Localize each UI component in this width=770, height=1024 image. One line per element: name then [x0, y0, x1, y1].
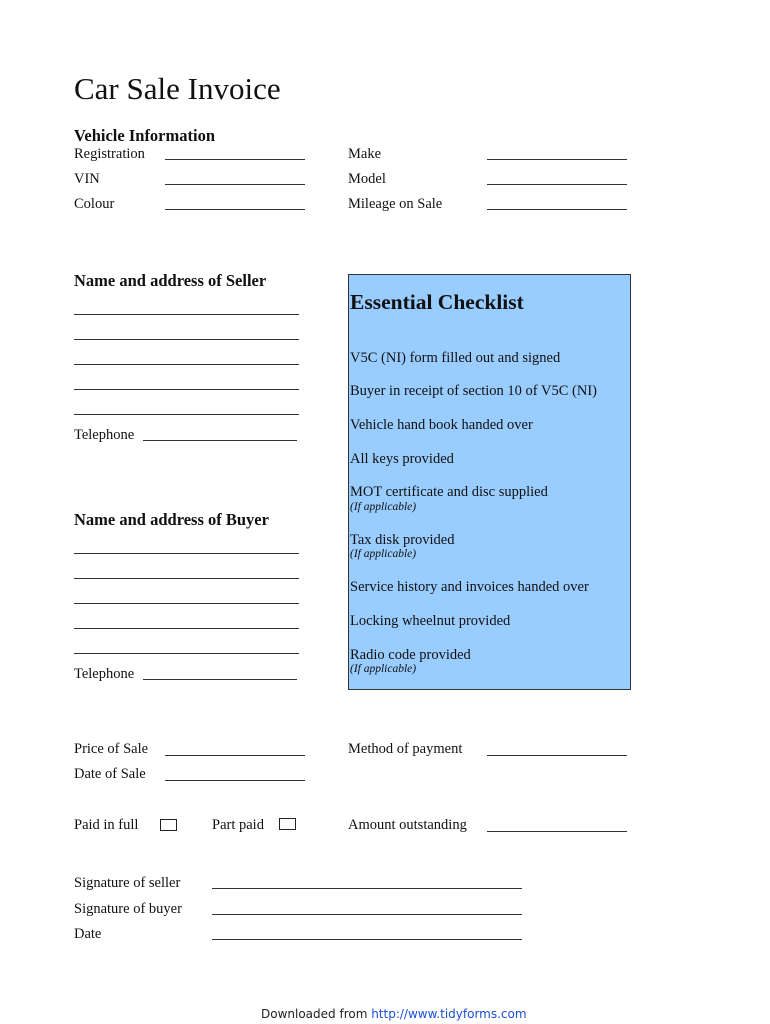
buyer-address-line-3[interactable] — [74, 603, 299, 604]
checklist-item: Vehicle hand book handed over — [350, 417, 533, 433]
date-of-sale-field[interactable] — [165, 780, 305, 781]
checklist-title: Essential Checklist — [350, 290, 524, 314]
checklist-item: Service history and invoices handed over — [350, 579, 589, 595]
model-field[interactable] — [487, 184, 627, 185]
price-field[interactable] — [165, 755, 305, 756]
seller-signature-field[interactable] — [212, 888, 522, 889]
model-label: Model — [348, 171, 386, 187]
buyer-address-line-4[interactable] — [74, 628, 299, 629]
colour-label: Colour — [74, 196, 115, 212]
outstanding-label: Amount outstanding — [348, 817, 467, 833]
vin-label: VIN — [74, 171, 100, 187]
footer-prefix: Downloaded from — [261, 1007, 372, 1021]
colour-field[interactable] — [165, 209, 305, 210]
seller-telephone-field[interactable] — [143, 440, 297, 441]
checklist-item: Locking wheelnut provided — [350, 613, 511, 629]
buyer-telephone-label: Telephone — [74, 666, 135, 682]
checklist-item: V5C (NI) form filled out and signed — [350, 350, 561, 366]
part-paid-label: Part paid — [212, 817, 264, 833]
seller-address-line-3[interactable] — [74, 364, 299, 365]
page-title: Car Sale Invoice — [74, 71, 281, 106]
date-of-sale-label: Date of Sale — [74, 766, 146, 782]
buyer-address-line-1[interactable] — [74, 553, 299, 554]
outstanding-field[interactable] — [487, 831, 627, 832]
checklist-item: All keys provided — [350, 451, 454, 467]
registration-field[interactable] — [165, 159, 305, 160]
method-field[interactable] — [487, 755, 627, 756]
seller-signature-label: Signature of seller — [74, 875, 181, 891]
seller-heading: Name and address of Seller — [74, 271, 267, 290]
buyer-heading: Name and address of Buyer — [74, 510, 269, 529]
seller-telephone-label: Telephone — [74, 427, 135, 443]
part-paid-checkbox[interactable] — [279, 818, 296, 830]
vehicle-heading: Vehicle Information — [74, 126, 216, 145]
seller-address-line-4[interactable] — [74, 389, 299, 390]
buyer-signature-field[interactable] — [212, 914, 522, 915]
vin-field[interactable] — [165, 184, 305, 185]
paid-in-full-checkbox[interactable] — [160, 819, 177, 831]
buyer-address-line-2[interactable] — [74, 578, 299, 579]
seller-address-line-5[interactable] — [74, 414, 299, 415]
checklist-item: Buyer in receipt of section 10 of V5C (NI) — [350, 383, 597, 399]
buyer-telephone-field[interactable] — [143, 679, 297, 680]
buyer-address-line-5[interactable] — [74, 653, 299, 654]
checklist-item: Tax disk provided — [350, 532, 455, 548]
date-label: Date — [74, 926, 102, 942]
seller-address-line-1[interactable] — [74, 314, 299, 315]
date-field[interactable] — [212, 939, 522, 940]
make-field[interactable] — [487, 159, 627, 160]
paid-in-full-label: Paid in full — [74, 817, 139, 833]
price-label: Price of Sale — [74, 741, 149, 757]
seller-address-line-2[interactable] — [74, 339, 299, 340]
buyer-signature-label: Signature of buyer — [74, 901, 182, 917]
make-label: Make — [348, 146, 382, 162]
footer-link[interactable]: http://www.tidyforms.com — [371, 1007, 527, 1021]
mileage-label: Mileage on Sale — [348, 196, 443, 212]
footer — [261, 1007, 527, 1021]
mileage-field[interactable] — [487, 209, 627, 210]
method-label: Method of payment — [348, 741, 463, 757]
checklist-note: (If applicable) — [350, 663, 417, 675]
checklist-item: Radio code provided — [350, 647, 471, 663]
checklist-note: (If applicable) — [350, 501, 417, 513]
registration-label: Registration — [74, 146, 145, 162]
checklist-note: (If applicable) — [350, 548, 417, 560]
checklist-item: MOT certificate and disc supplied — [350, 484, 548, 500]
